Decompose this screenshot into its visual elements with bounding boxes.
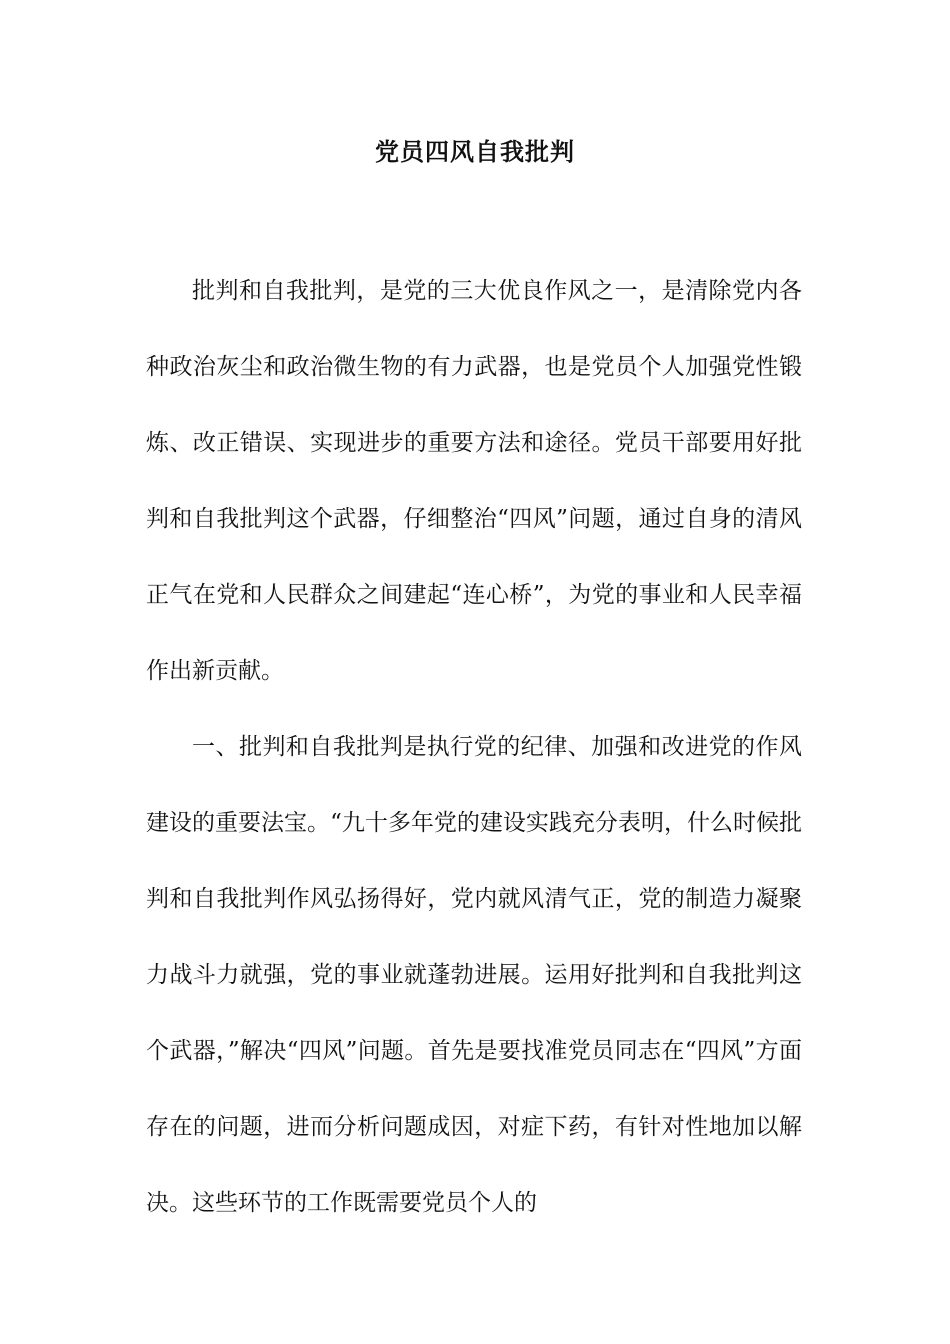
document-title: 党员四风自我批判 [375,137,575,166]
paragraph-1: 批判和自我批判，是党的三大优良作风之一，是清除党内各种政治灰尘和政治微生物的有力武器，也是党员个人加强党性锻炼、改正错误、实现进步的重要方法和途径。党员干部要用好批判和自我批判这个武器，仔细整治“四风”问题，通过自身的清风正气在党和人民群众之间建起“连心桥”，为党的事业和人民幸福作出新贡献。 [146,278,802,684]
paragraph-2: 一、批判和自我批判是执行党的纪律、加强和改进党的作风建设的重要法宝。“九十多年党的建设实践充分表明，什么时候批判和自我批判作风弘扬得好，党内就风清气正，党的制造力凝聚力战斗力就强，党的事业就蓬勃进展。运用好批判和自我批判这个武器，”解决“四风”问题。首先是要找准党员同志在“四风”方面存在的问题，进而分析问题成因，对症下药，有针对性地加以解决。这些环节的工作既需要党员个人的 [146,734,802,1216]
document-body [146,253,802,1241]
